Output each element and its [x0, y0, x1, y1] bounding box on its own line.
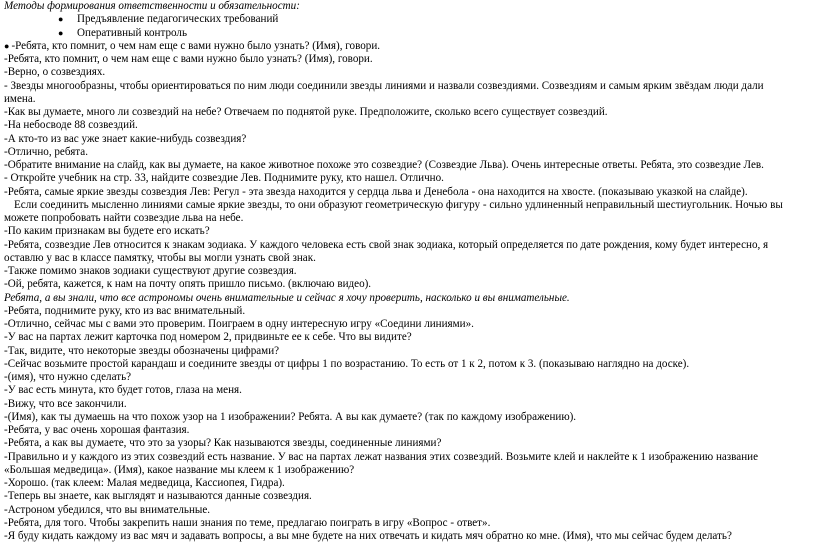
- text-line-29: -Ребята, у вас очень хорошая фантазия.: [4, 424, 190, 436]
- text-line-35: -Астроном убедился, что вы внимательные.: [4, 503, 211, 516]
- text-line-22: -У вас на партах лежит карточка под номером 2, придвиньте ее к себе. Что вы видите?: [4, 331, 412, 344]
- text-line-12: Если соединить мысленно линиями самые яркие звезды, то они образуют геометрическую фигуру - сильно удлиненный неправильный шестиугольник. Ночью вы: [14, 198, 783, 211]
- bullet-icon: ●: [4, 40, 10, 51]
- text-line-13: можете попробовать найти созвездие льва на небе.: [4, 212, 244, 224]
- text-line-20: -Ребята, поднимите руку, кто из вас внимательный.: [4, 304, 246, 317]
- text-line-21: -Отлично, сейчас мы с вами это проверим. Поиграем в одну интересную игру «Соедини линиями».: [4, 318, 474, 330]
- text-line-3: - Звезды многообразны, чтобы ориентироваться по ним люди соединили звезды линиями и назвали созвездиями. Созвездиям и самым ярким звёздам люди дали: [4, 79, 764, 92]
- text-line-5: -Как вы думаете, много ли созвездий на небе? Отвечаем по поднятой руке. Предположите, сколько всего существует созвездий.: [4, 106, 608, 118]
- text-line-14: -По каким признакам вы будете его искать?: [4, 225, 210, 238]
- text-line-32: «Большая медведица». (Имя), какое название мы клеем к 1 изображению?: [4, 463, 355, 476]
- text-line-9: -Обратите внимание на слайд, как вы думаете, на какое животное похоже это созвездие? (Созвездие Льва). Очень интересные ответы. Ребята, это созвездие Лев.: [4, 159, 764, 171]
- method-text: Оперативный контроль: [77, 26, 188, 39]
- bullet-icon: ●: [58, 27, 64, 38]
- section-title: Методы формирования ответственности и обязательности:: [4, 0, 300, 12]
- bullet-icon: ●: [58, 14, 64, 25]
- method-text: Предъявление педагогических требований: [77, 13, 279, 26]
- text-line-33: -Хорошо. (так клеем: Малая медведица, Кассиопея, Гидра).: [4, 477, 285, 489]
- text-line-24: -Сейчас возьмите простой карандаш и соедините звезды от цифры 1 по возрастанию. То есть от 1 к 2, потом к 3. (показываю наглядно на доске).: [4, 357, 690, 370]
- text-line-30: -Ребята, а как вы думаете, что это за узоры? Как называются звезды, соединенные линиями?: [4, 437, 442, 450]
- text-line-4: имена.: [4, 92, 36, 105]
- text-line-8: -Отлично, ребята.: [4, 145, 88, 158]
- text-line-25: -(имя), что нужно сделать?: [4, 371, 132, 383]
- text-line-31: -Правильно и у каждого из этих созвездий есть название. У вас на партах лежат названия этих созвездий. Возьмите клей и наклейте к 1 изображению название: [4, 450, 759, 463]
- text-line-7: -А кто-то из вас уже знает какие-нибудь созвездия?: [4, 132, 247, 145]
- text-line-26: -У вас есть минута, кто будет готов, глаза на меня.: [4, 384, 242, 397]
- text-line-6: -На небосводе 88 созвездий.: [4, 119, 138, 132]
- text-line-23: -Так, видите, что некоторые звезды обозначены цифрами?: [4, 344, 280, 357]
- text-line-17: -Также помимо знаков зодиаки существуют другие созвездия.: [4, 265, 297, 277]
- text-line-16: оставлю у вас в классе памятку, чтобы вы могли узнать свой знак.: [4, 251, 316, 264]
- text-line-37: -Я буду кидать каждому из вас мяч и задавать вопросы, а вы мне будете на них отвечать и кидать мяч обратно ко мне. (Имя), что мы сейчас будем делать?: [4, 530, 732, 542]
- text-line-10: - Откройте учебник на стр. 33, найдите созвездие Лев. Поднимите руку, кто нашел. Отлично.: [4, 172, 444, 185]
- text-line-18: -Ой, ребята, кажется, к нам на почту опять пришло письмо. (включаю видео).: [4, 278, 372, 291]
- method-item-2: [4, 27, 812, 40]
- text-line-34: -Теперь вы знаете, как выглядят и называются данные созвездия.: [4, 490, 312, 503]
- text-line-1: -Ребята, кто помнит, о чем нам еще с вами нужно было узнать? (Имя), говори.: [4, 53, 373, 65]
- text-line-2: -Верно, о созвездиях.: [4, 66, 106, 79]
- text-line-0: ● -Ребята, кто помнит, о чем нам еще с вами нужно было узнать? (Имя), говори.: [4, 39, 381, 52]
- method-item-1: [4, 13, 812, 26]
- text-line-28: -(Имя), как ты думаешь на что похож узор на 1 изображении? Ребята. А вы как думаете? (так по каждому изображению).: [4, 410, 577, 423]
- text-line-27: -Вижу, что все закончили.: [4, 397, 127, 410]
- text-line-11: -Ребята, самые яркие звезды созвездия Лев: Регул - эта звезда находится у сердца льва и Денебола - она находится на хвосте. (показываю указкой на слайде).: [4, 185, 748, 198]
- text-line-19: Ребята, а вы знали, что все астрономы очень внимательные и сейчас я хочу проверить, насколько и вы внимательные.: [4, 291, 570, 304]
- text-line-36: -Ребята, для того. Чтобы закрепить наши знания по теме, предлагаю поиграть в игру «Вопрос - ответ».: [4, 516, 491, 529]
- text-line-15: -Ребята, созвездие Лев относится к знакам зодиака. У каждого человека есть свой знак зодиака, который определяется по дате рождения, кому будет интересно, я: [4, 238, 769, 251]
